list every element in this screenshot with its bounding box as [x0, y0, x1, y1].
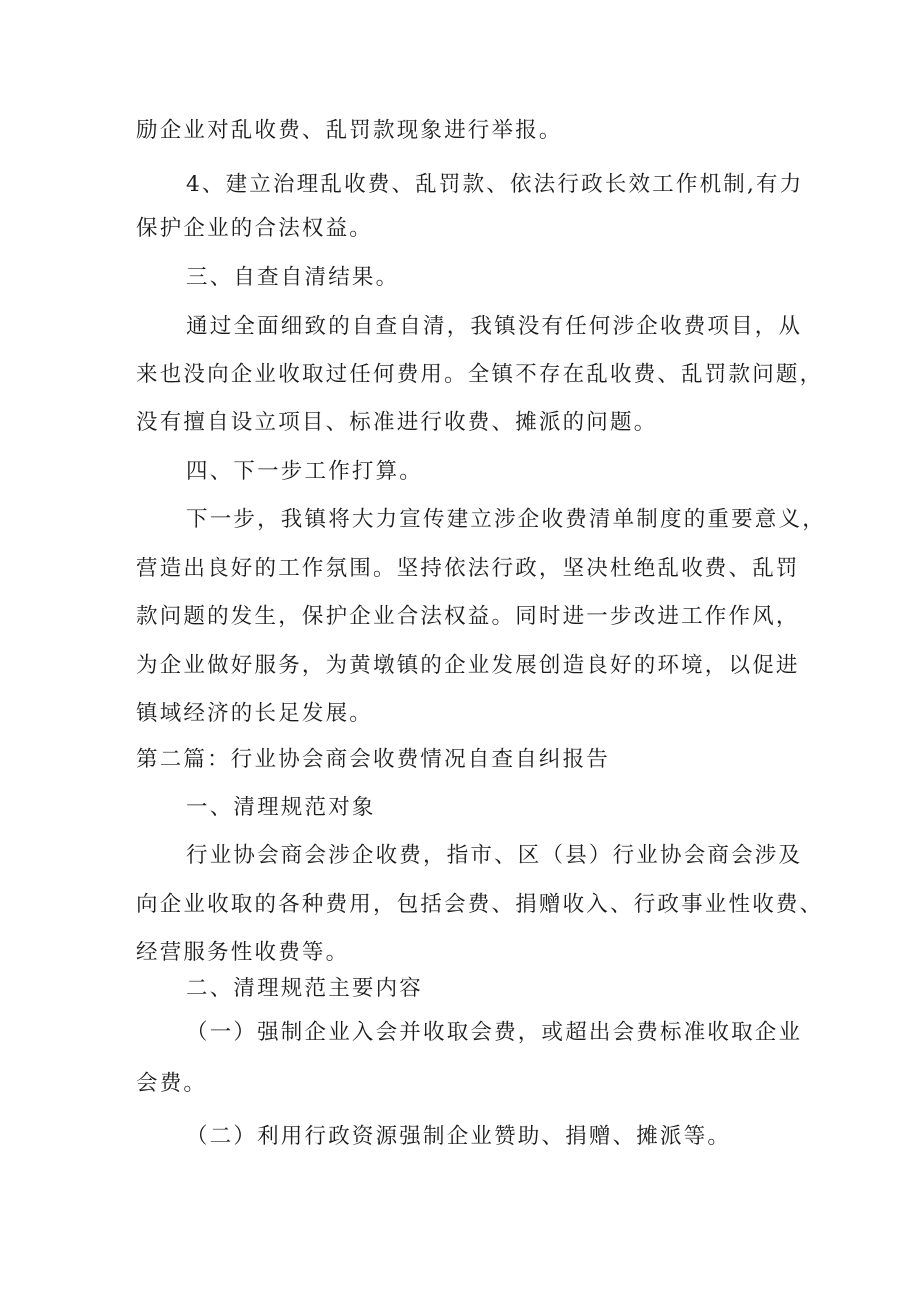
text-line: 来也没向企业收取过任何费用。全镇不存在乱收费、乱罚款问题， — [136, 362, 824, 387]
section-heading: 四、下一步工作打算。 — [186, 459, 424, 484]
text-line: 镇域经济的长足发展。 — [136, 701, 374, 726]
text-line: 营造出良好的工作氛围。坚持依法行政，坚决杜绝乱收费、乱罚 — [136, 556, 800, 581]
text-line: 通过全面细致的自查自清，我镇没有任何涉企收费项目，从 — [186, 314, 803, 339]
text-line: （二）利用行政资源强制企业赞助、捐赠、摊派等。 — [186, 1124, 732, 1149]
text-line: 向企业收取的各种费用，包括会费、捐赠收入、行政事业性收费、 — [136, 892, 824, 917]
section-heading: 三、自查自清结果。 — [186, 265, 400, 290]
text-line: 励企业对乱收费、乱罚款现象进行举报。 — [136, 118, 563, 143]
text-line: 行业协会商会涉企收费，指市、区（县）行业协会商会涉及 — [186, 843, 803, 868]
chapter-title: 第二篇：行业协会商会收费情况自查自纠报告 — [136, 747, 611, 772]
text-line: 为企业做好服务，为黄墩镇的企业发展创造良好的环境，以促进 — [136, 653, 800, 678]
text-line: 保护企业的合法权益。 — [136, 216, 374, 241]
text-line: 下一步，我镇将大力宣传建立涉企收费清单制度的重要意义， — [186, 507, 826, 532]
section-heading: 一、清理规范对象 — [186, 795, 376, 820]
text-line: 款问题的发生，保护企业合法权益。同时进一步改进工作作风， — [136, 604, 800, 629]
text-line: 会费。 — [136, 1071, 208, 1096]
text-line: 4、建立治理乱收费、乱罚款、依法行政长效工作机制,有力 — [186, 172, 804, 197]
text-line: 经营服务性收费等。 — [136, 940, 350, 965]
text-line: （一）强制企业入会并收取会费，或超出会费标准收取企业 — [186, 1020, 803, 1045]
section-heading: 二、清理规范主要内容 — [186, 976, 424, 1001]
text-line: 没有擅自设立项目、标准进行收费、摊派的问题。 — [136, 410, 658, 435]
